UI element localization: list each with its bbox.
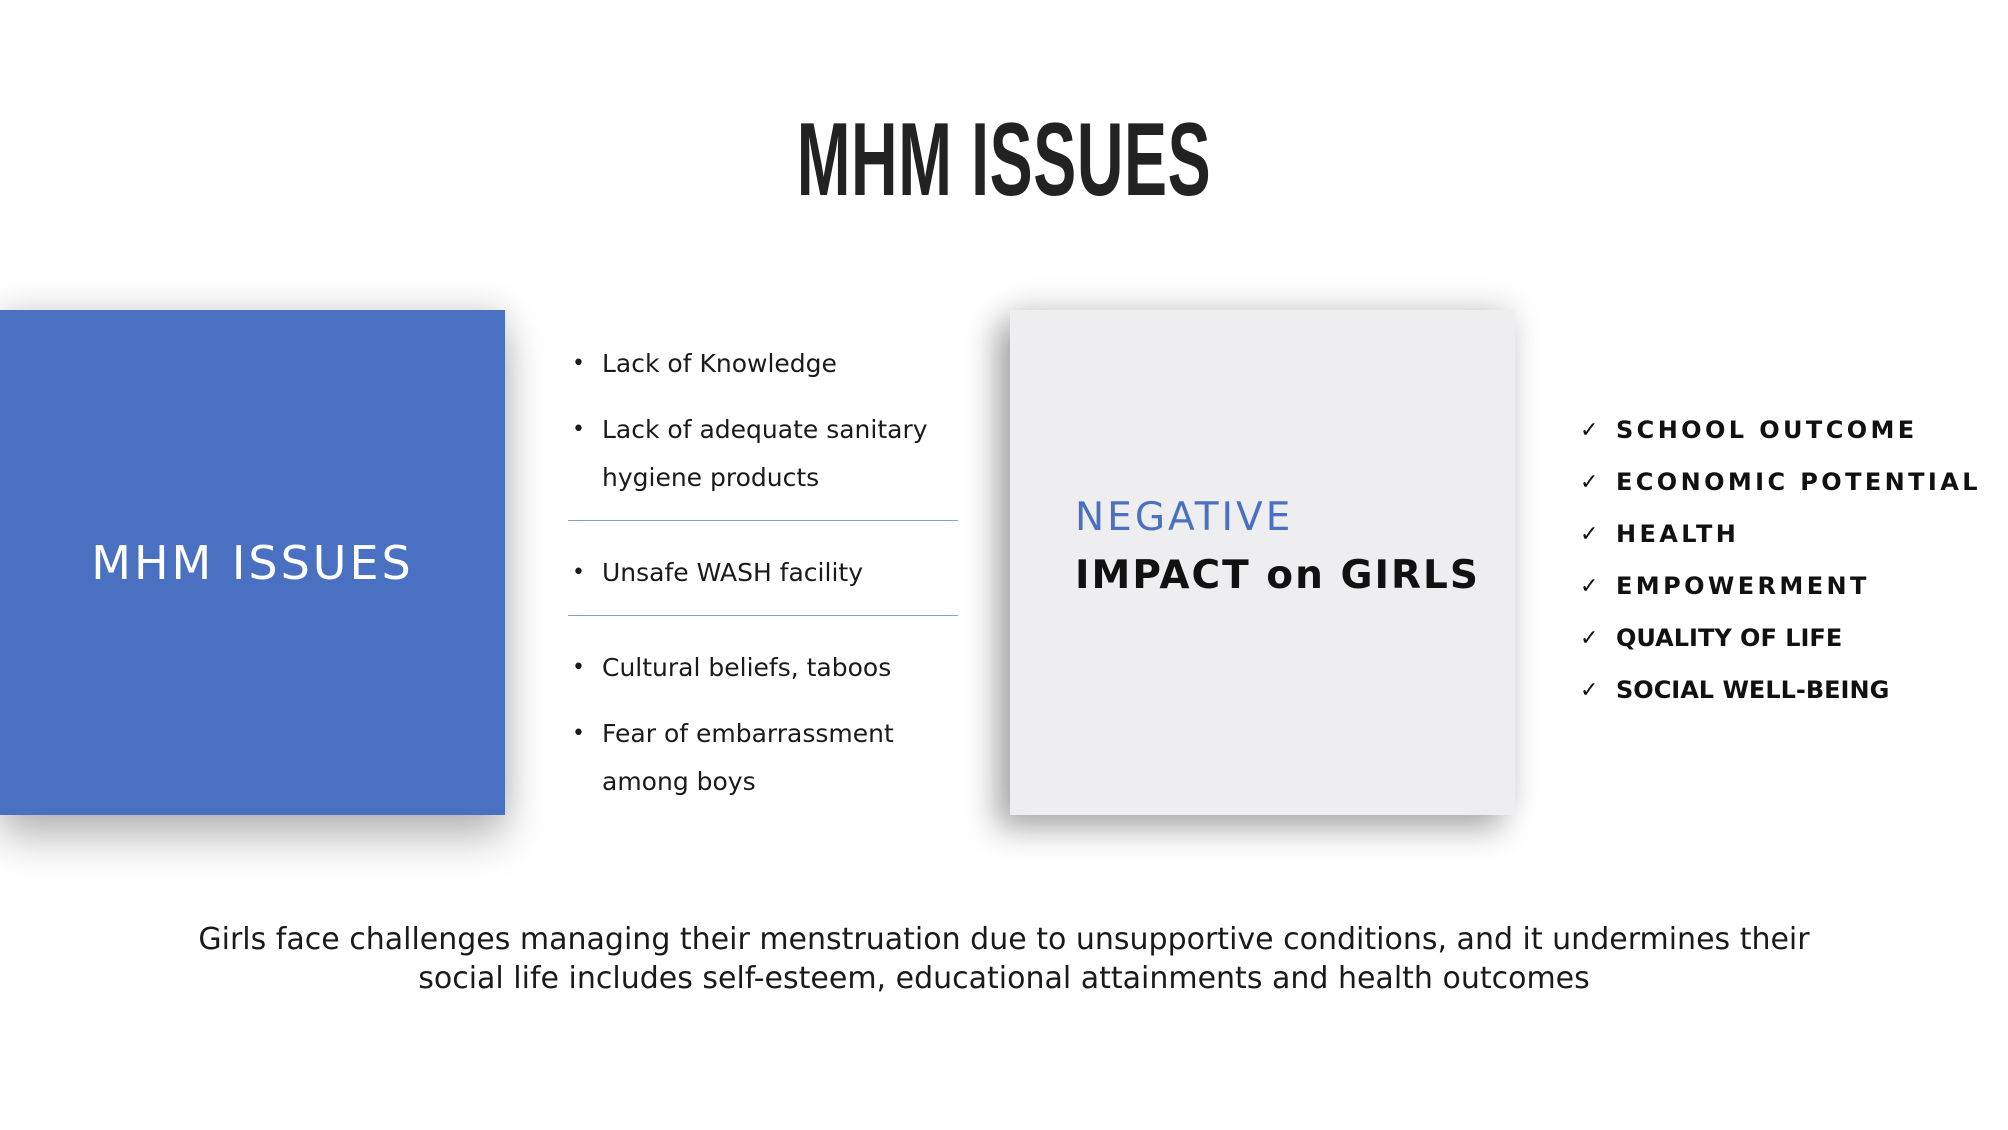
issue-text: Fear of embarrassment among boys xyxy=(602,719,894,796)
check-icon: ✓ xyxy=(1580,625,1599,651)
bullet-icon: • xyxy=(572,560,585,585)
issue-group xyxy=(568,549,958,597)
issue-text: Lack of adequate sanitary hygiene products xyxy=(602,415,928,492)
issue-text: Lack of Knowledge xyxy=(602,349,837,378)
check-icon: ✓ xyxy=(1580,417,1599,443)
bullet-icon: • xyxy=(572,417,585,442)
outcome-label: HEALTH xyxy=(1616,520,1740,548)
bullet-icon: • xyxy=(572,351,585,376)
check-icon: ✓ xyxy=(1580,677,1599,703)
issue-item xyxy=(568,644,958,692)
issue-text: Unsafe WASH facility xyxy=(602,558,863,587)
issue-group xyxy=(568,340,958,502)
mhm-issues-panel xyxy=(0,310,505,815)
outcome-item xyxy=(1580,404,2000,456)
outcome-label: SCHOOL OUTCOME xyxy=(1616,416,1918,444)
outcome-label: QUALITY OF LIFE xyxy=(1616,624,1843,652)
outcome-label: ECONOMIC POTENTIAL xyxy=(1616,468,1981,496)
issue-item xyxy=(568,406,958,502)
issue-text: Cultural beliefs, taboos xyxy=(602,653,892,682)
bullet-icon: • xyxy=(572,655,585,680)
check-icon: ✓ xyxy=(1580,573,1599,599)
bullet-icon: • xyxy=(572,721,585,746)
slide-title: MHM ISSUES xyxy=(796,102,1212,218)
outcome-item xyxy=(1580,508,2000,560)
outcome-item xyxy=(1580,612,2000,664)
mhm-issues-panel-label: MHM ISSUES xyxy=(91,535,414,590)
summary-text xyxy=(0,920,2008,998)
impact-panel xyxy=(1010,310,1515,815)
outcome-label: EMPOWERMENT xyxy=(1616,572,1870,600)
outcome-item xyxy=(1580,560,2000,612)
issue-item xyxy=(568,340,958,388)
impact-panel-heading: NEGATIVE xyxy=(1075,495,1294,540)
issue-group xyxy=(568,644,958,806)
outcome-item xyxy=(1580,664,2000,716)
outcome-label: SOCIAL WELL-BEING xyxy=(1616,676,1890,704)
issues-list xyxy=(568,340,958,824)
check-icon: ✓ xyxy=(1580,469,1599,495)
issue-item xyxy=(568,549,958,597)
impact-panel-subheading: IMPACT on GIRLS xyxy=(1075,553,1480,598)
summary-line: Girls face challenges managing their menstruation due to unsupportive conditions, and it undermines their xyxy=(198,922,1810,957)
outcome-item xyxy=(1580,456,2000,508)
outcome-list xyxy=(1580,404,2000,716)
summary-line: social life includes self-esteem, educational attainments and health outcomes xyxy=(418,961,1590,996)
divider xyxy=(568,615,958,616)
issue-item xyxy=(568,710,958,806)
check-icon: ✓ xyxy=(1580,521,1599,547)
divider xyxy=(568,520,958,521)
